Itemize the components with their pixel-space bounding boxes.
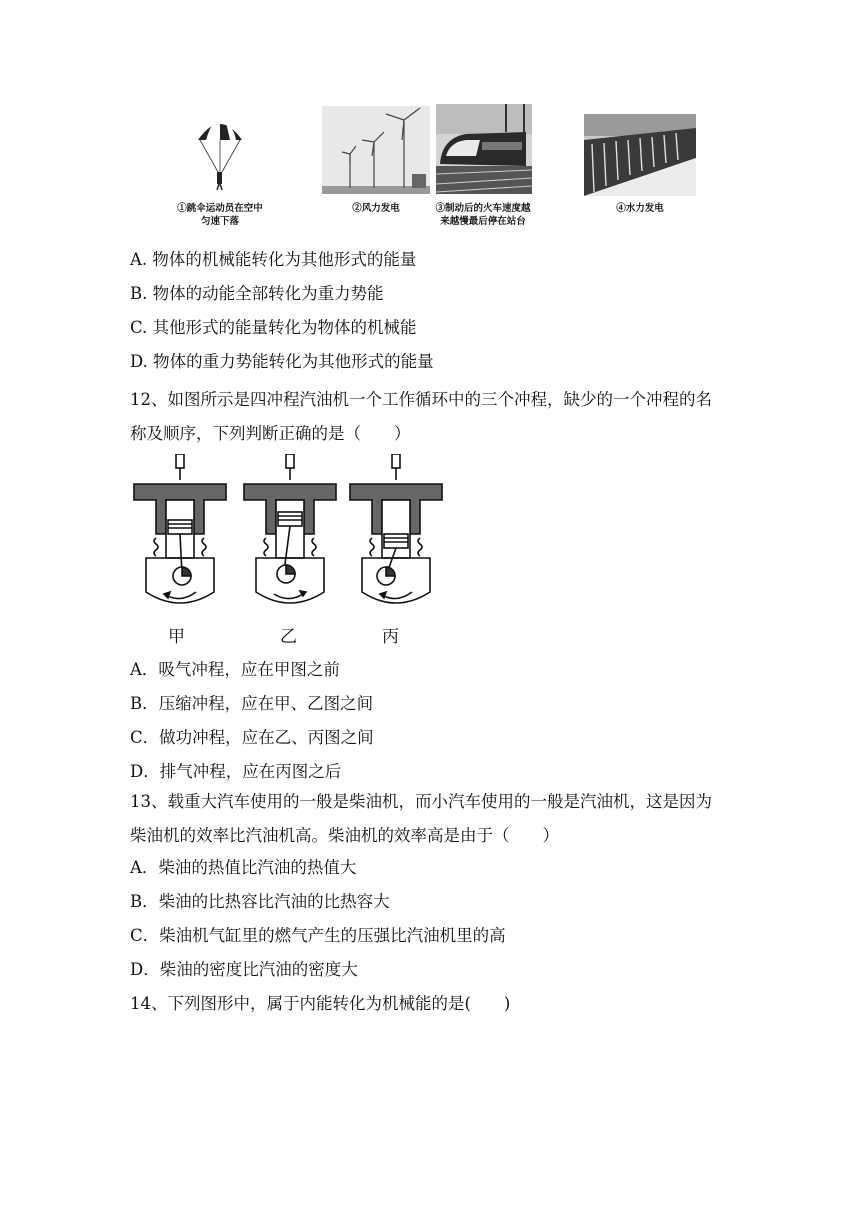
q11-option-d: D. 物体的重力势能转化为其他形式的能量: [130, 352, 434, 371]
q13-option-c: C．柴油机气缸里的燃气产生的压强比汽油机里的高: [130, 926, 506, 945]
q12-option-d: D．排气冲程，应在丙图之后: [130, 762, 342, 781]
q13-option-d: D．柴油的密度比汽油的密度大: [130, 960, 358, 979]
figure-caption-1: ①跳伞运动员在空中 匀速下落: [177, 203, 263, 227]
engine-diagram-yi: [240, 454, 340, 614]
hydropower-dam-photo: [584, 114, 696, 196]
q13-stem-line1: 13、载重大汽车使用的一般是柴油机，而小汽车使用的一般是汽油机，这是因为: [130, 792, 712, 811]
q13-option-a: A．柴油的热值比汽油的热值大: [130, 858, 357, 877]
figure-caption-2: ②风力发电: [352, 203, 400, 214]
train-photo: [436, 104, 532, 194]
wind-turbine-photo: [322, 106, 430, 194]
q12-option-b: B．压缩冲程，应在甲、乙图之间: [130, 694, 374, 713]
engine-label-jia: 甲: [168, 627, 185, 647]
q12-option-a: A．吸气冲程，应在甲图之前: [130, 660, 340, 679]
q12-stem-line1: 12、如图所示是四冲程汽油机一个工作循环中的三个冲程，缺少的一个冲程的名: [130, 390, 712, 409]
engine-diagram-bing: [346, 454, 446, 614]
engine-diagram-jia: [130, 454, 230, 614]
q13-option-b: B．柴油的比热容比汽油的比热容大: [130, 892, 390, 911]
q14-stem: 14、下列图形中，属于内能转化为机械能的是( ): [130, 994, 511, 1013]
q12-stem-line2: 称及顺序，下列判断正确的是（ ）: [130, 424, 411, 443]
q11-option-c: C. 其他形式的能量转化为物体的机械能: [130, 318, 417, 337]
q11-option-b: B. 物体的动能全部转化为重力势能: [130, 284, 384, 303]
q11-option-a: A. 物体的机械能转化为其他形式的能量: [130, 250, 417, 269]
figure-caption-3: ③制动后的火车速度越 来越慢最后停在站台: [435, 203, 531, 227]
q12-option-c: C．做功冲程，应在乙、丙图之间: [130, 728, 374, 747]
engine-label-yi: 乙: [280, 627, 297, 647]
engine-label-bing: 丙: [382, 627, 399, 647]
parachute-photo: [190, 112, 250, 194]
q13-stem-line2: 柴油机的效率比汽油机高。柴油机的效率高是由于（ ）: [130, 826, 559, 845]
figure-caption-4: ④水力发电: [616, 203, 664, 214]
